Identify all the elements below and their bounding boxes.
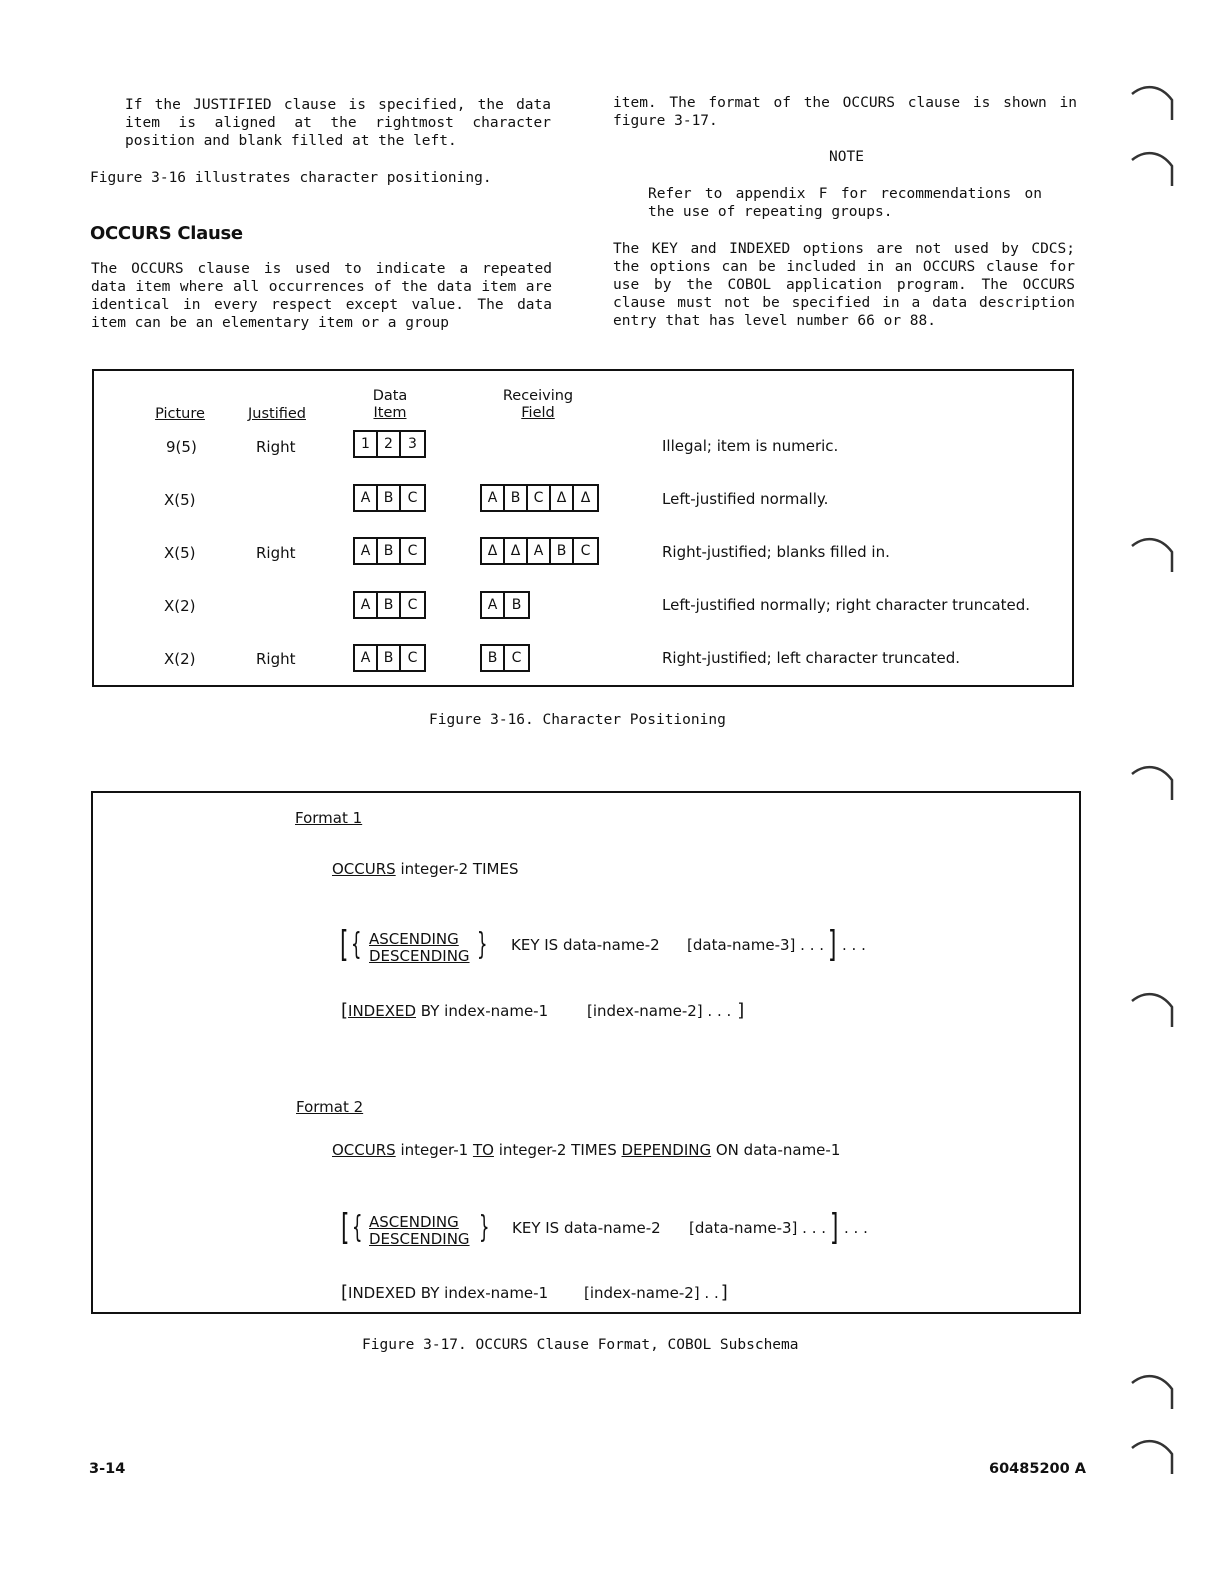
left-brace: {: [351, 927, 362, 962]
section-heading: OCCURS Clause: [90, 223, 243, 244]
occurs-keyword: OCCURS: [332, 860, 396, 878]
column-header-data-line2: Item: [373, 405, 407, 421]
format-2-indexed-line: [341, 1282, 548, 1303]
integer-1: integer-1: [400, 1141, 469, 1159]
note-title: NOTE: [829, 149, 864, 165]
binder-hole-mark-icon: [1128, 758, 1178, 808]
format-1-indexed-line: [341, 1000, 548, 1021]
descending-option: DESCENDING: [369, 1230, 470, 1248]
char-box: Δ: [505, 539, 528, 563]
char-box: Δ: [482, 539, 505, 563]
row-justified: Right: [256, 650, 296, 668]
char-box: A: [355, 646, 378, 670]
binder-hole-mark-icon: [1128, 985, 1178, 1035]
row-note: Left-justified normally; right character truncated.: [662, 596, 1031, 614]
key-optional-name: [data-name-3] . . .: [689, 1219, 827, 1237]
data-item-boxes: [353, 591, 426, 619]
sort-order-choices: [369, 1214, 470, 1248]
column-header-data-line1: Data: [372, 388, 408, 404]
char-box: Δ: [580, 490, 591, 506]
key-optional-name: [data-name-3] . . .: [687, 936, 825, 954]
binder-hole-mark-icon: [1128, 144, 1178, 194]
receiving-field-boxes: [480, 644, 530, 672]
left-brace: {: [352, 1210, 363, 1245]
receiving-field-boxes: [480, 591, 530, 619]
format-2-occurs-line: [332, 1141, 840, 1159]
occurs-keyword: OCCURS: [332, 1141, 396, 1159]
column-header-justified: Justified: [248, 406, 306, 422]
char-box: C: [407, 597, 418, 613]
char-box: 3: [408, 436, 417, 452]
char-box: Δ: [551, 486, 574, 510]
figure-3-16-caption: Figure 3-16. Character Positioning: [429, 712, 726, 728]
char-box: A: [355, 539, 378, 563]
depending-keyword: DEPENDING: [621, 1141, 712, 1159]
char-box: B: [378, 486, 401, 510]
format-1-title: Format 1: [295, 809, 363, 827]
char-box: C: [528, 486, 551, 510]
occurs-rest: integer-2 TIMES: [400, 860, 519, 878]
binder-hole-mark-icon: [1128, 530, 1178, 580]
format-1-occurs-line: [332, 860, 518, 878]
row-justified: Right: [256, 544, 296, 562]
occurs-clause-paragraph: The OCCURS clause is used to indicate a repeated data item where all occurrences of the data item are identical in every respect except value. The data item can be an elementary item or a group: [91, 261, 552, 331]
integer-2-times: integer-2 TIMES: [498, 1141, 617, 1159]
column-header-receiving-line2: Field: [521, 405, 555, 421]
to-keyword: TO: [472, 1141, 494, 1159]
row-picture: X(2): [164, 597, 196, 615]
data-item-boxes: [353, 430, 426, 458]
open-bracket: [: [341, 1207, 350, 1248]
figure-reference-paragraph: Figure 3-16 illustrates character positioning.: [90, 170, 492, 186]
indexed-open-bracket: [: [341, 1000, 349, 1021]
char-box: B: [482, 646, 505, 670]
char-box: B: [378, 539, 401, 563]
char-box: B: [505, 486, 528, 510]
data-item-boxes: [353, 484, 426, 512]
char-box: 1: [355, 432, 378, 456]
char-box: A: [528, 539, 551, 563]
char-box: B: [378, 593, 401, 617]
receiving-field-boxes: [480, 484, 599, 512]
row-note: Right-justified; blanks filled in.: [662, 543, 890, 561]
indexed-optional-text: [index-name-2] . . .: [587, 1002, 732, 1020]
column-header-receiving-field: [498, 388, 578, 422]
binder-hole-mark-icon: [1128, 1367, 1178, 1417]
right-brace: }: [479, 1210, 490, 1245]
char-box: B: [378, 646, 401, 670]
key-indexed-paragraph: The KEY and INDEXED options are not used by CDCS; the options can be included in an OCCURS clause for use by the COBOL application program. The OCCURS clause must not be specified in a data description entry that has level number 66 or 88.: [613, 241, 1075, 329]
indexed-optional-name: [584, 1282, 728, 1303]
indexed-rest: BY index-name-1: [416, 1002, 549, 1020]
occurs-format-figure: [91, 791, 1081, 1314]
row-picture: X(5): [164, 544, 196, 562]
char-box: B: [551, 539, 574, 563]
close-bracket: ]: [828, 924, 837, 965]
page-number: 3-14: [89, 1461, 126, 1477]
key-clause: KEY IS data-name-2: [512, 1219, 661, 1237]
document-number: 60485200 A: [989, 1461, 1086, 1477]
indexed-text: INDEXED BY index-name-1: [348, 1284, 549, 1302]
justified-clause-paragraph: If the JUSTIFIED clause is specified, the data item is aligned at the rightmost character position and blank filled at the left.: [125, 97, 551, 149]
char-box: 2: [378, 432, 401, 456]
row-note: Right-justified; left character truncated.: [662, 649, 961, 667]
char-box: C: [407, 490, 418, 506]
row-picture: X(2): [164, 650, 196, 668]
indexed-close-bracket: ]: [737, 1000, 745, 1021]
column-header-picture: Picture: [155, 406, 205, 422]
char-box: B: [511, 597, 522, 613]
note-text: Refer to appendix F for recommendations on the use of repeating groups.: [648, 186, 1042, 220]
figure-3-17-caption: Figure 3-17. OCCURS Clause Format, COBOL Subschema: [362, 1337, 799, 1353]
data-item-boxes: [353, 644, 426, 672]
row-picture: X(5): [164, 491, 196, 509]
close-bracket: ]: [830, 1207, 839, 1248]
char-box: A: [355, 486, 378, 510]
character-positioning-figure: [92, 369, 1074, 687]
ascending-option: ASCENDING: [369, 930, 459, 948]
receiving-field-boxes: [480, 537, 599, 565]
key-trailing-ellipsis: . . .: [844, 1219, 868, 1237]
row-picture: 9(5): [166, 438, 197, 456]
indexed-optional-name: [587, 1000, 744, 1021]
row-justified: Right: [256, 438, 296, 456]
row-note: Left-justified normally.: [662, 490, 829, 508]
descending-option: DESCENDING: [369, 947, 470, 965]
indexed-close-bracket: ]: [720, 1282, 728, 1303]
char-box: C: [407, 650, 418, 666]
binder-hole-mark-icon: [1128, 1432, 1178, 1482]
continuation-paragraph: item. The format of the OCCURS clause is shown in figure 3-17.: [613, 95, 1077, 129]
key-clause: KEY IS data-name-2: [511, 936, 660, 954]
ascending-option: ASCENDING: [369, 1213, 459, 1231]
data-item-boxes: [353, 537, 426, 565]
depending-rest: ON data-name-1: [715, 1141, 841, 1159]
row-note: Illegal; item is numeric.: [662, 437, 839, 455]
column-header-receiving-line1: Receiving: [502, 388, 574, 404]
indexed-open-bracket: [: [341, 1282, 349, 1303]
char-box: A: [482, 486, 505, 510]
char-box: C: [407, 543, 418, 559]
binder-hole-mark-icon: [1128, 78, 1178, 128]
char-box: A: [482, 593, 505, 617]
right-brace: }: [477, 927, 488, 962]
sort-order-choices: [369, 931, 470, 965]
format-2-title: Format 2: [296, 1098, 364, 1116]
key-trailing-ellipsis: . . .: [842, 936, 866, 954]
indexed-keyword: INDEXED: [348, 1002, 417, 1020]
indexed-optional-text: [index-name-2] . .: [584, 1284, 719, 1302]
open-bracket: [: [340, 924, 349, 965]
char-box: C: [580, 543, 591, 559]
char-box: A: [355, 593, 378, 617]
char-box: C: [511, 650, 522, 666]
column-header-data-item: [360, 388, 420, 422]
